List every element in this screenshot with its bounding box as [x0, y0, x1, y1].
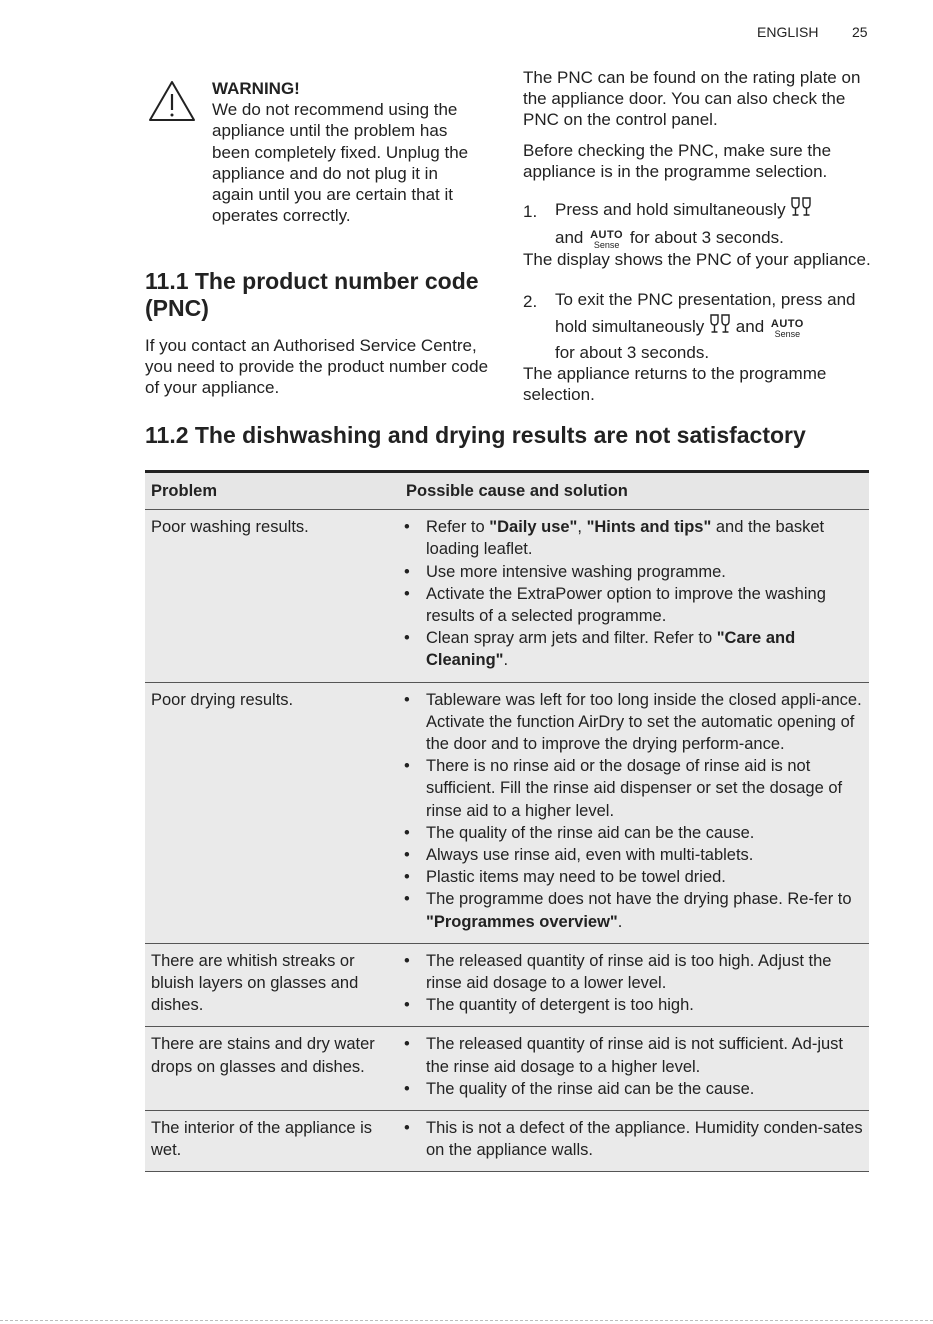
solution-item [400, 1078, 865, 1100]
solution-text [426, 866, 865, 888]
cross-reference: "Programmes overview" [426, 912, 618, 931]
glasses-icon [709, 313, 731, 335]
step-2-text-b: and [735, 317, 765, 336]
bullet: • [404, 890, 410, 909]
solution-text [426, 994, 865, 1016]
solution-item [400, 844, 865, 866]
table-row [145, 510, 869, 682]
text-fragment: The released quantity of rinse aid is not sufficient. Ad-just the rinse aid dosage to a higher level. [426, 1035, 844, 1076]
bullet: • [404, 951, 410, 970]
solution-item [400, 888, 865, 932]
text-fragment: This is not a defect of the appliance. Humidity conden-sates on the appliance walls. [426, 1119, 863, 1160]
text-fragment: . [617, 912, 623, 931]
solution-cell [400, 1033, 869, 1100]
solution-text [426, 689, 865, 756]
text-fragment: There is no rinse aid or the dosage of rinse aid is not sufficient. Fill the rinse aid dispenser or set the dosage of rinse aid to a higher level. [426, 757, 843, 820]
solution-cell [400, 1117, 869, 1161]
table-row [145, 1027, 869, 1111]
solution-item [400, 950, 865, 994]
solution-cell [400, 689, 869, 933]
solution-item [400, 866, 865, 888]
bullet: • [404, 996, 410, 1015]
solution-item [400, 1117, 865, 1161]
problem-cell: Poor drying results. [151, 690, 294, 709]
text-fragment: . [503, 651, 509, 670]
table-row [145, 944, 869, 1028]
step-2-text-a: To exit the PNC presentation, press and hold simultaneously [555, 290, 856, 336]
bullet: • [404, 823, 410, 842]
text-fragment: Refer to [426, 518, 490, 537]
bullet: • [404, 1119, 410, 1138]
solution-item [400, 627, 865, 671]
bullet: • [404, 757, 410, 776]
pnc-after-step-2: The appliance returns to the programme selection. [523, 364, 827, 405]
solution-item [400, 516, 865, 560]
page-bottom-rule [0, 1320, 933, 1321]
pnc-intro: If you contact an Authorised Service Centre, you need to provide the product number code of your appliance. [145, 336, 489, 398]
solution-text [426, 1117, 865, 1161]
problem-cell: There are stains and dry water drops on glasses and dishes. [151, 1035, 375, 1076]
solution-item [400, 689, 865, 756]
bullet: • [404, 1079, 410, 1098]
solution-text [426, 1078, 865, 1100]
pnc-location-text: The PNC can be found on the rating plate on the appliance door. You can also check the PNC on the control panel. [523, 68, 861, 130]
step-2 [555, 287, 875, 366]
step-2-text-c: for about 3 seconds. [555, 343, 710, 362]
text-fragment: Activate the ExtraPower option to improve the washing results of a selected programme. [426, 584, 826, 626]
cross-reference: "Hints and tips" [586, 518, 712, 537]
warning-box [212, 78, 482, 226]
solution-text [426, 950, 865, 994]
solution-item [400, 561, 865, 583]
bullet: • [404, 518, 410, 537]
text-fragment: The released quantity of rinse aid is too high. Adjust the rinse aid dosage to a lower level. [426, 951, 832, 993]
solution-text [426, 583, 865, 627]
solution-item [400, 755, 865, 822]
bullet: • [404, 584, 410, 603]
pnc-heading: 11.1 The product number code (PNC) [145, 268, 479, 321]
solution-text [426, 888, 865, 932]
text-fragment: Always use rinse aid, even with multi-tablets. [426, 846, 754, 865]
page-number: 25 [852, 24, 868, 40]
step-1-number: 1. [523, 202, 538, 221]
bullet: • [404, 1035, 410, 1054]
step-1-text-a: Press and hold simultaneously [555, 200, 786, 219]
text-fragment: , [577, 518, 587, 537]
text-fragment: The quality of the rinse aid can be the cause. [426, 823, 755, 842]
step-1-text-c: for about 3 seconds. [629, 228, 784, 247]
table-header [145, 473, 869, 510]
solution-text [426, 561, 865, 583]
table-row [145, 1111, 869, 1172]
language-label: ENGLISH [757, 24, 819, 40]
cross-reference: "Daily use" [489, 518, 578, 537]
text-fragment: Tableware was left for too long inside the closed appli-ance. Activate the function AirDry to set the automatic opening of the door and to improve the drying perform-ance. [426, 690, 862, 754]
glasses-icon [790, 196, 812, 218]
solution-text [426, 755, 865, 822]
text-fragment: and the basket loading leaflet. [426, 518, 825, 559]
solution-cell [400, 950, 869, 1017]
step-1-text-b: and [555, 228, 584, 247]
troubleshooting-table [145, 470, 869, 1172]
bullet: • [404, 868, 410, 887]
solution-text [426, 516, 865, 560]
solution-item [400, 822, 865, 844]
warning-triangle-icon [148, 80, 196, 122]
solution-cell [400, 516, 869, 671]
text-fragment: Plastic items may need to be towel dried. [426, 868, 726, 887]
warning-title: WARNING! [212, 79, 300, 98]
warning-text: We do not recommend using the appliance until the problem has been completely fixed. Unplug the appliance and do not plug it in again until you are certain that it operates correctly. [212, 100, 469, 226]
solution-item [400, 994, 865, 1016]
bullet: • [404, 846, 410, 865]
auto-sense-icon: AUTO Sense [590, 229, 624, 250]
column-header-solution: Possible cause and solution [406, 482, 628, 500]
step-1 [555, 196, 875, 252]
results-heading: 11.2 The dishwashing and drying results are not satisfactory [145, 422, 806, 448]
table-row [145, 683, 869, 944]
auto-sense-icon: AUTO Sense [770, 318, 804, 339]
step-2-number: 2. [523, 292, 538, 311]
text-fragment: Clean spray arm jets and filter. Refer to [426, 629, 717, 648]
pnc-after-step-1: The display shows the PNC of your appliance. [523, 250, 871, 269]
problem-cell: Poor washing results. [151, 518, 309, 537]
pnc-before-text: Before checking the PNC, make sure the appliance is in the programme selection. [523, 141, 832, 182]
problem-cell: There are whitish streaks or bluish layers on glasses and dishes. [151, 951, 359, 1015]
solution-text [426, 844, 865, 866]
cross-reference: "Care and Cleaning" [426, 629, 796, 670]
bullet: • [404, 562, 410, 581]
solution-text [426, 822, 865, 844]
column-header-problem: Problem [151, 482, 218, 500]
problem-cell: The interior of the appliance is wet. [151, 1119, 373, 1160]
bullet: • [404, 690, 410, 709]
text-fragment: The programme does not have the drying phase. Re-fer to [426, 890, 852, 909]
solution-item [400, 1033, 865, 1077]
text-fragment: The quantity of detergent is too high. [426, 996, 694, 1015]
solution-item [400, 583, 865, 627]
solution-text [426, 1033, 865, 1077]
text-fragment: The quality of the rinse aid can be the cause. [426, 1079, 755, 1098]
page-header [757, 24, 868, 40]
text-fragment: Use more intensive washing programme. [426, 562, 726, 581]
solution-text [426, 627, 865, 671]
bullet: • [404, 629, 410, 648]
